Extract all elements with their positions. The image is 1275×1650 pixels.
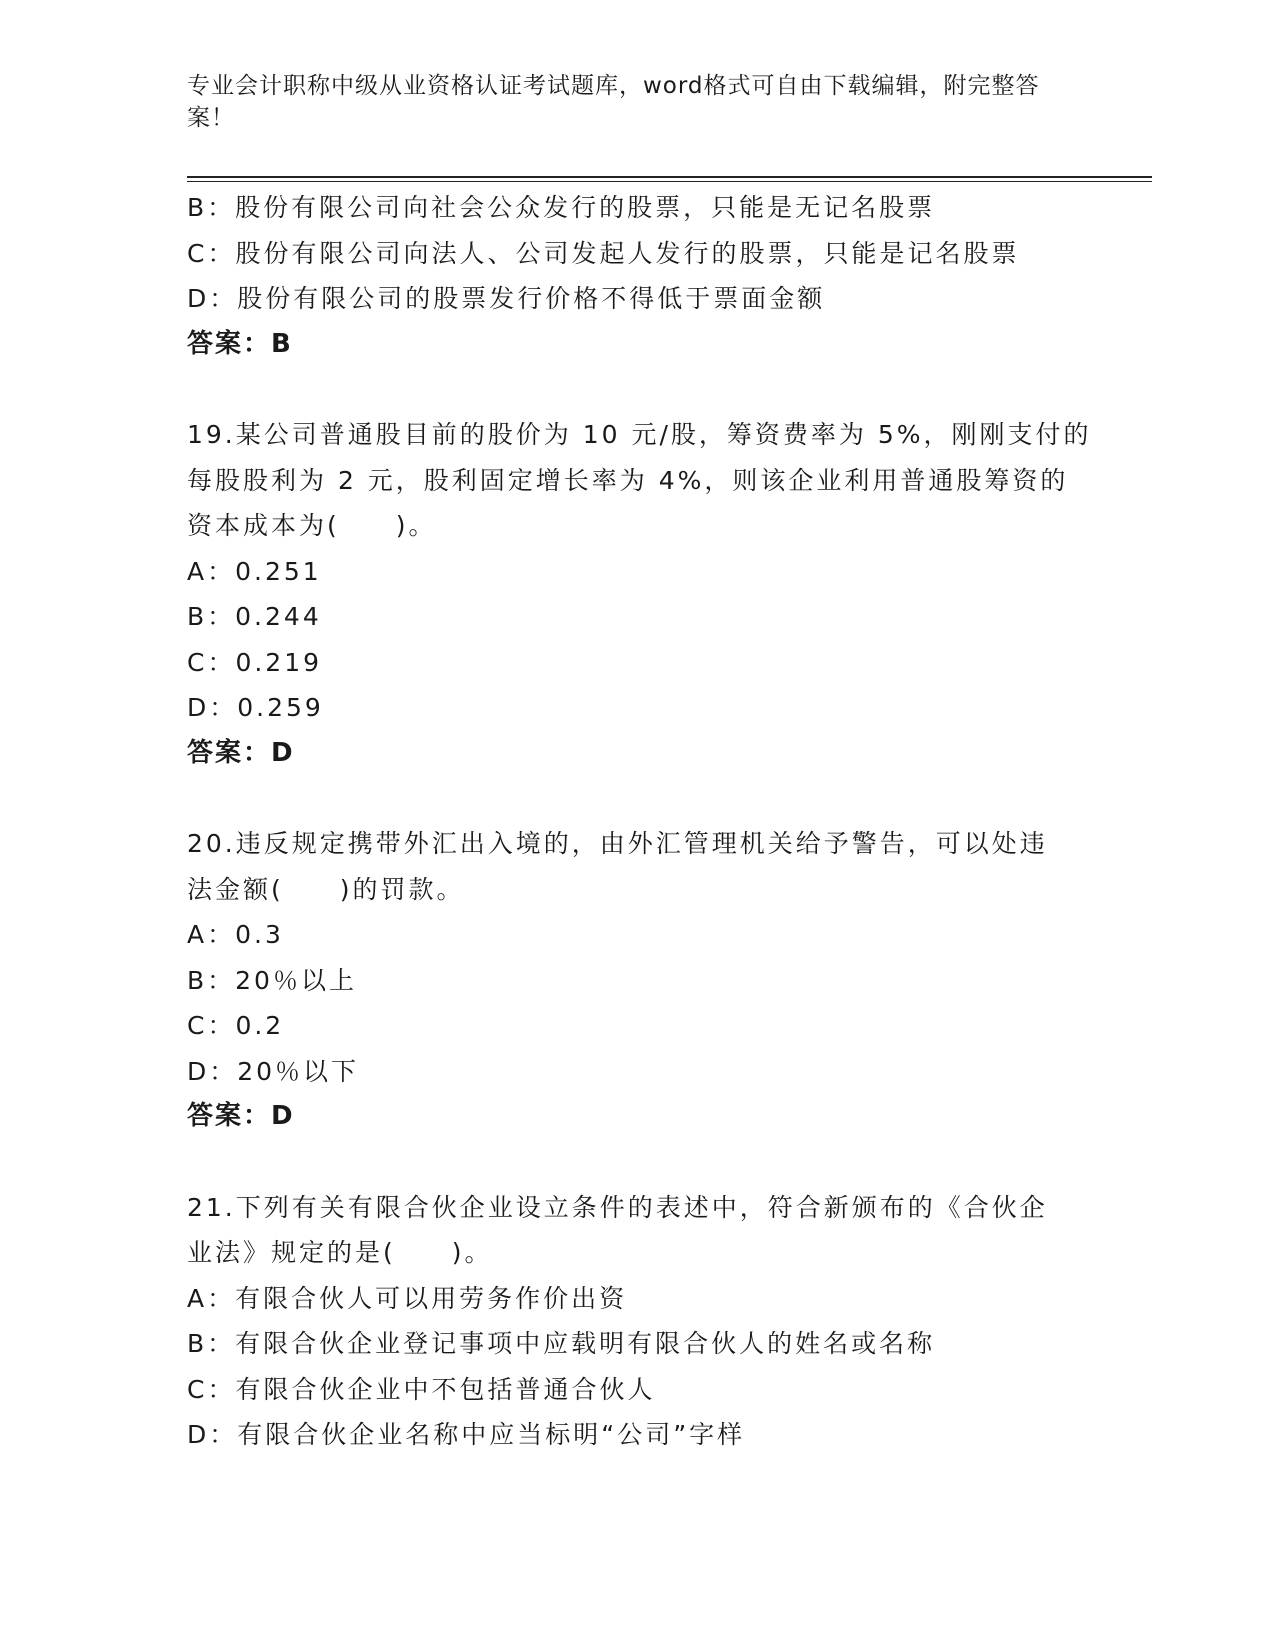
option-a: A：0.251 [187,556,322,586]
option-a: A：有限合伙人可以用劳务作价出资 [187,1283,628,1313]
answer: 答案：B [187,328,293,359]
option-c: C：0.2 [187,1011,285,1040]
question-stem-line: 20.违反规定携带外汇出入境的，由外汇管理机关给予警告，可以处违 [187,829,1048,858]
option-b: B：20％以上 [187,965,357,995]
page-header: 专业会计职称中级从业资格认证考试题库，word格式可自由下载编辑，附完整答案！ [187,73,1040,131]
option-d: D：股份有限公司的股票发行价格不得低于票面金额 [187,284,826,313]
option-b: B：有限合伙企业登记事项中应载明有限合伙人的姓名或名称 [187,1329,936,1358]
option-c: C：有限合伙企业中不包括普通合伙人 [187,1374,656,1404]
question-stem-line: 19.某公司普通股目前的股价为 10 元/股，筹资费率为 5%，刚刚支付的 [187,420,1092,449]
option-d: D：有限合伙企业名称中应当标明“公司”字样 [187,1420,746,1449]
option-d: D：20％以下 [187,1056,360,1086]
answer: 答案：D [187,737,295,768]
question-18 [187,185,1087,367]
question-20 [187,821,1087,1140]
option-a: A：0.3 [187,920,284,949]
option-c: C：0.219 [187,647,323,677]
option-c: C：股份有限公司向法人、公司发起人发行的股票，只能是记名股票 [187,238,1020,268]
option-b: B：股份有限公司向社会公众发行的股票，只能是无记名股票 [187,193,936,222]
question-19 [187,412,1092,776]
question-stem-line: 每股股利为 2 元，股利固定增长率为 4%，则该企业利用普通股筹资的 [187,465,1069,495]
question-stem-line: 21.下列有关有限合伙企业设立条件的表述中，符合新颁布的《合伙企 [187,1192,1048,1222]
header-divider [187,176,1152,182]
option-b: B：0.244 [187,602,322,631]
answer: 答案：D [187,1101,295,1131]
question-stem-line: 资本成本为( )。 [187,511,437,540]
option-d: D：0.259 [187,693,324,722]
question-stem-line: 业法》规定的是( )。 [187,1238,493,1267]
question-content [187,185,1092,1458]
question-stem-line: 法金额( )的罚款。 [187,874,465,904]
question-21 [187,1185,1087,1458]
